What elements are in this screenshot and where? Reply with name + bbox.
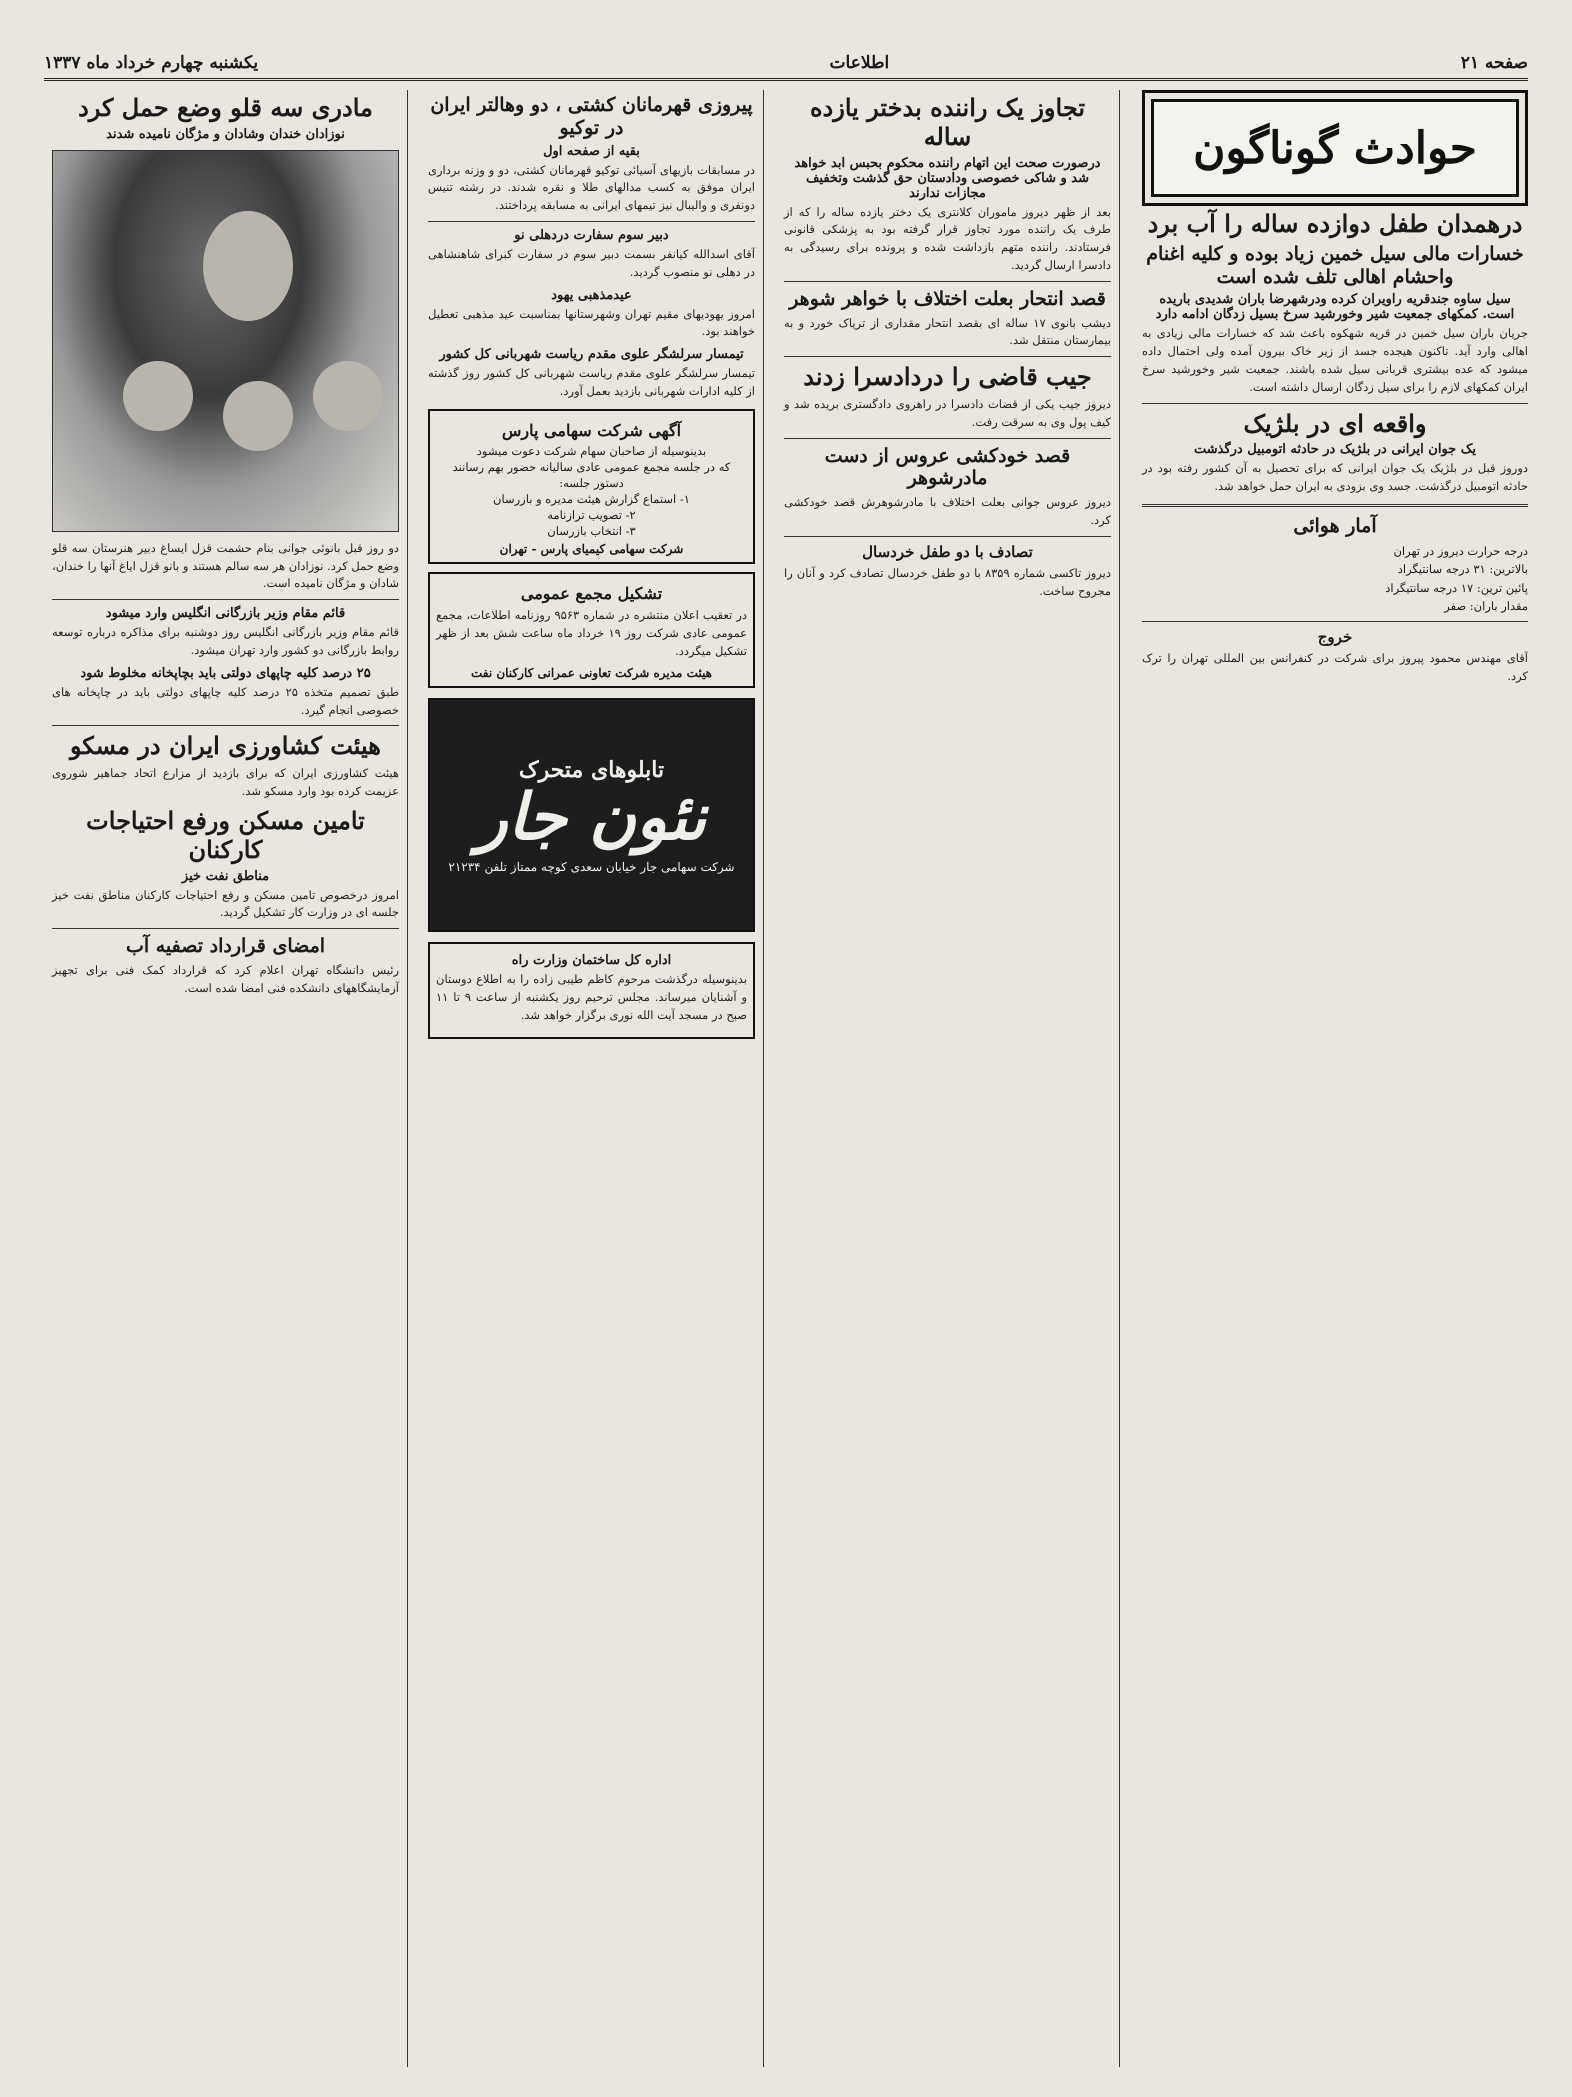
- story4-headline: هیئت کشاورزی ایران در مسکو: [70, 731, 381, 761]
- story6-body: رئیس دانشگاه تهران اعلام کرد که قرارداد کمک فنی برای تجهیز آزمایشگاههای دانشکده فنی امضا شده است.: [52, 962, 399, 995]
- story2-headline: قصد انتحار بعلت اختلاف با خواهر شوهر: [789, 287, 1106, 310]
- ad-line: که در جلسه مجمع عمومی عادی سالیانه حضور بهم رسانند: [452, 459, 731, 474]
- divider: [784, 438, 1111, 439]
- neon-advertisement: [428, 698, 755, 932]
- mourning-notice: [428, 942, 755, 1038]
- story2-body: دوروز قبل در بلژیک یک جوان ایرانی که برای تحصیل به آن کشور رفته بود در حادثه اتومبیل درگذشت. جسد وی بزودی به ایران حمل خواهد شد.: [1142, 461, 1528, 494]
- paper-name: اطلاعات: [829, 53, 890, 73]
- ad-line: ۳- انتخاب بازرسان: [547, 523, 636, 538]
- weather-title: آمار هوائی: [1293, 515, 1377, 538]
- divider: [784, 356, 1111, 357]
- column-4: [44, 90, 408, 2067]
- advertisement-pars: [428, 409, 755, 564]
- divider: [1142, 504, 1528, 507]
- notice3-body: تیمسار سرلشگر علوی مقدم ریاست شهربانی کل کشور روز گذشته از کلیه ادارات شهربانی بازدید بعمل آورد.: [428, 366, 755, 399]
- divider: [784, 281, 1111, 282]
- divider: [1142, 621, 1528, 622]
- lead-headline: درهمدان طفل دوازده ساله را آب برد: [1147, 209, 1523, 238]
- section-banner: حوادث گوناگون: [1142, 90, 1528, 206]
- weather-row: بالاترین: ۳۱ درجه سانتیگراد: [1397, 562, 1528, 577]
- masthead: [44, 48, 1528, 81]
- story3-body: دیروز جیب یکی از قضات دادسرا در راهروی دادگستری بریده شد و کیف پول وی به سرقت رفت.: [784, 397, 1111, 429]
- photo-face: [123, 361, 193, 431]
- story3-headline: ۲۵ درصد کلیه چاپهای دولتی باید بچاپخانه مخلوط شود: [80, 665, 371, 681]
- story1-body: بعد از ظهر دیروز ماموران کلانتری یک دختر یازده ساله را که از طرف یک راننده مورد تجاوز قرار گرفته بود به پزشکی قانونی فرستادند. راننده متهم بازداشت شده و پرونده برای رسیدگی به دادسرا ارسال گردید.: [784, 204, 1111, 273]
- divider: [52, 599, 399, 600]
- story5-subhead: مناطق نفت خیز: [181, 868, 270, 884]
- story3-headline: جیب قاضی را دردادسرا زدند: [803, 362, 1092, 392]
- story5-headline: تامین مسکن ورفع احتیاجات کارکنان: [86, 805, 365, 864]
- exit-body: آقای مهندس محمود پیروز برای شرکت در کنفرانس بین المللی تهران را ترک کرد.: [1142, 651, 1528, 684]
- lead-subhead: خسارات مالی سیل خمین زیاد بوده و کلیه اغنام واحشام اهالی تلف شده است: [1146, 242, 1524, 288]
- column-3: [420, 90, 764, 2067]
- ad-signature: شرکت سهامی کیمیای پارس - تهران: [499, 541, 684, 556]
- ad-line: دستور جلسه:: [559, 475, 624, 490]
- neon-tagline: تابلوهای متحرک: [518, 757, 665, 784]
- triplets-headline: مادری سه قلو وضع حمل کرد: [78, 93, 373, 122]
- lead-deck: سیل ساوه جندقریه راویران کرده ودرشهرضا باران شدیدی باریده است. کمکهای جمعیت شیر وخورشید سرخ بسیل زدگان ادامه دارد: [1155, 292, 1515, 323]
- divider: [784, 536, 1111, 537]
- weather-row: پائین ترین: ۱۷ درجه سانتیگراد: [1385, 580, 1528, 595]
- page-number: صفحه ۲۱: [1460, 53, 1528, 73]
- weather-box: [1142, 515, 1528, 615]
- weather-row: مقدار باران: صفر: [1444, 599, 1528, 614]
- ad-line: بدینوسیله از صاحبان سهام شرکت دعوت میشود: [476, 443, 707, 458]
- notice2-body: امروز یهودیهای مقیم تهران وشهرستانها بمناسبت عید مذهبی تعطیل خواهند بود.: [428, 306, 755, 339]
- weather-row: درجه حرارت دیروز در تهران: [1393, 543, 1528, 558]
- photo-face: [313, 361, 383, 431]
- mourning-title: اداره کل ساختمان وزارت راه: [511, 953, 672, 969]
- story6-headline: امضای قرارداد تصفیه آب: [125, 935, 326, 958]
- issue-date: یکشنبه چهارم خرداد ماه ۱۳۳۷: [44, 53, 259, 73]
- column-1: [1132, 90, 1528, 2067]
- divider: [1142, 403, 1528, 404]
- mother-triplets-photo: [52, 150, 399, 532]
- ad-title: تشکیل مجمع عمومی: [520, 583, 663, 603]
- advertisement-assembly: [428, 572, 755, 688]
- ad-body: در تعقیب اعلان منتشره در شماره ۹۵۶۳ روزنامه اطلاعات، مجمع عمومی عادی شرکت روز ۱۹ خرداد ماه ساعت شش بعد از ظهر تشکیل میگردد.: [436, 607, 747, 658]
- sports-headline: پیروزی قهرمانان کشتی ، دو وهالتر ایران در توکیو: [430, 94, 753, 139]
- neon-address: شرکت سهامی جار خیابان سعدی کوچه ممتاز تلفن ۲۱۲۳۴: [448, 859, 735, 874]
- triplets-body: دو روز قبل بانوئی جوانی بنام حشمت قزل ایساغ دبیر هنرستان سه قلو وضع حمل کرد. نوزادان هر سه سالم هستند و بانو قزل ایاغ آنها را خندان، شادان و مژگان نامیده است.: [52, 540, 399, 591]
- ad-signature: هیئت مدیره شرکت تعاونی عمرانی کارکنان نفت: [470, 666, 713, 681]
- mourning-body: بدینوسیله درگذشت مرحوم کاظم طیبی زاده را به اطلاع دوستان و آشنایان میرساند. مجلس ترحیم روز یکشنبه از ساعت ۹ تا ۱۱ صبح در مسجد آیت الله نوری برگزار خواهد شد.: [436, 972, 747, 1022]
- story3-body: طبق تصمیم متخذه ۲۵ درصد کلیه چاپهای دولتی باید در چاپخانه های خصوصی انجام گیرد.: [52, 684, 399, 717]
- story2-headline: واقعه ای در بلژیک: [1243, 408, 1427, 438]
- photo-face: [223, 381, 293, 451]
- divider: [52, 725, 399, 726]
- story2-body: قائم مقام وزیر بازرگانی انگلیس روز دوشنبه برای مذاکره درباره توسعه روابط بازرگانی دو کشور وارد تهران میشود.: [52, 625, 399, 658]
- divider: [52, 928, 399, 929]
- story2-subhead: یک جوان ایرانی در بلژیک در حادثه اتومبیل درگذشت: [1193, 442, 1477, 458]
- notice2-title: عیدمذهبی یهود: [551, 287, 632, 303]
- story5-headline: تصادف با دو طفل خردسال: [862, 542, 1033, 561]
- story4-body: هیئت کشاورزی ایران که برای بازدید از مزارع اتحاد جماهیر شوروی عزیمت کرده بود وارد مسکو شد.: [52, 766, 399, 799]
- ad-line: ۲- تصویب ترازنامه: [547, 507, 636, 522]
- neon-brand: نئون جار: [476, 780, 707, 856]
- story2-body: دیشب بانوی ۱۷ ساله ای بقصد انتحار مقداری از تریاک خورد و به بیمارستان منتقل شد.: [784, 315, 1111, 348]
- story2-headline: قائم مقام وزیر بازرگانی انگلیس وارد میشود: [105, 606, 346, 622]
- notice3-title: تیمسار سرلشگر علوی مقدم ریاست شهربانی کل کشور: [439, 347, 744, 363]
- story4-headline: قصد خودکشی عروس از دست مادرشوهر: [824, 444, 1071, 490]
- column-2: [776, 90, 1120, 2067]
- ad-line: ۱- استماع گزارش هیئت مدیره و بازرسان: [493, 491, 690, 506]
- story1-headline: تجاوز یک راننده بدختر یازده ساله: [809, 93, 1086, 151]
- story5-body: امروز درخصوص تامین مسکن و رفع احتیاجات کارکنان مناطق نفت خیز جلسه ای در وزارت کار تشکیل گردید.: [52, 887, 399, 920]
- triplets-subhead: نوزادان خندان وشادان و مژگان نامیده شدند: [106, 126, 345, 142]
- lead-body: جریان باران سیل خمین در قریه شهکوه باعث شد که خسارات مالی زیادی به اهالی وارد آید. تاکنون هیجده جسد از زیر خاک بیرون آمده ولی احتمال داده میشود که عده بیشتری قربانی سیل شده باشند. جمعیت شیر وخورشید سرخ ایران کمکهای لازم را برای سیل زدگان ارسال داشته است.: [1142, 326, 1528, 394]
- sports-subhead: بقیه از صفحه اول: [543, 143, 640, 159]
- photo-face: [203, 211, 293, 321]
- ad-title: آگهی شرکت سهامی پارس: [501, 420, 682, 440]
- exit-title: خروج: [1317, 628, 1353, 647]
- divider: [428, 221, 755, 222]
- story1-subhead: درصورت صحت این اتهام راننده محکوم بحبس ابد خواهد شد و شاکی خصوصی ودادستان حق گذشت وتخفیف مجازات ندارند: [794, 155, 1101, 201]
- notice1-title: دبیر سوم سفارت دردهلی نو: [514, 228, 669, 244]
- notice1-body: آقای اسدالله کیانفر بسمت دبیر سوم در سفارت کبرای شاهنشاهی در دهلی نو منصوب گردید.: [428, 247, 755, 279]
- sports-body: در مسابقات بازیهای آسیائی توکیو قهرمانان کشتی، دو و وزنه برداری ایران موفق به کسب مدالهای طلا و نقره شدند. در رشته تنیس دونفری و والیبال نیز تیمهای ایرانی به مسابقه پرداختند.: [428, 162, 755, 213]
- story4-body: دیروز عروس جوانی بعلت اختلاف با مادرشوهرش قصد خودکشی کرد.: [784, 495, 1111, 528]
- story5-body: دیروز تاکسی شماره ۸۳۵۹ با دو طفل خردسال تصادف کرد و آنان را مجروح ساخت.: [784, 565, 1111, 598]
